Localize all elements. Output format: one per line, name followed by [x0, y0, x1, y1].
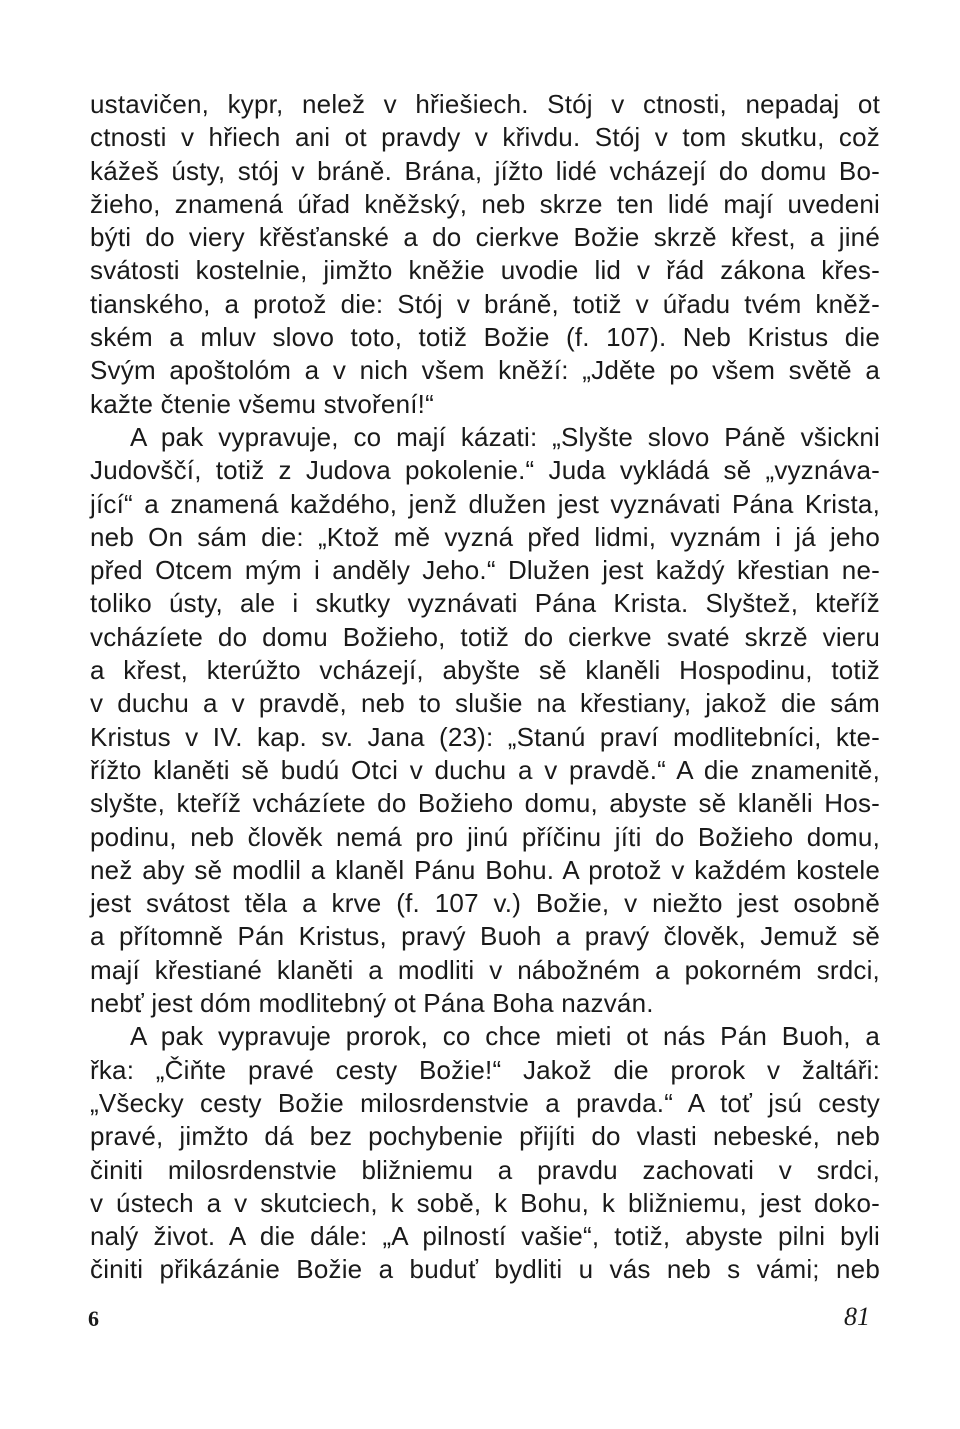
text-line: slyšte, kteříž vcházíete do Božieho domu, abyste sě klaněli Hos-: [90, 788, 880, 819]
text-line: „Všecky cesty Božie milosrdenstvie a pravda.“ A toť jsú cesty: [90, 1087, 880, 1118]
page-number: 81: [844, 1302, 870, 1331]
text-line: neb On sám die: „Ktož mě vyzná před lidmi, vyznám i já jeho: [90, 521, 880, 552]
text-line: kážeš ústy, stój v bráně. Brána, jížto lidé vcházejí do domu Bo-: [90, 155, 880, 186]
text-line: v duchu a v pravdě, neb to slušie na křestiany, jakož die sám: [90, 688, 880, 719]
page-body: [90, 88, 880, 1287]
text-line: ctnosti v hřiech ani ot pravdy v křivdu. Stój v tom skutku, což: [90, 122, 880, 153]
text-line: nalý život. A die dále: „A pilností vašie“, totiž, abyste pilni byli: [90, 1221, 880, 1252]
text-line: pravé, jimžto dá bez pochybenie přijíti do vlasti nebeské, neb: [90, 1121, 880, 1152]
text-line: Kristus v IV. kap. sv. Jana (23): „Stanú praví modlitebníci, kte-: [90, 721, 880, 752]
text-line: ském a mluv slovo toto, totiž Božie (f. 107). Neb Kristus die: [90, 322, 880, 353]
text-line: činiti milosrdenstvie bližniemu a pravdu zachovati v srdci,: [90, 1154, 880, 1185]
text-line: než aby sě modlil a klaněl Pánu Bohu. A protož v každém kostele: [90, 854, 880, 885]
text-line: kažte čtenie všemu stvoření!“: [90, 388, 434, 419]
text-line: svátosti kostelnie, jimžto kněžie uvodie lid v řád zákona křes-: [90, 255, 880, 286]
text-line: tianského, a protož die: Stój v bráně, totiž v úřadu tvém kněž-: [90, 288, 880, 319]
text-line: jest svátost těla a krve (f. 107 v.) Božie, v niežto jest osobně: [90, 888, 880, 919]
text-line: mají křestiané klaněti a modliti v nábožném a pokorném srdci,: [90, 954, 880, 985]
text-line: býti do viery křěsťanské a do cierkve Božie skrzě křest, a jiné: [90, 222, 880, 253]
text-line: v ústech a v skutciech, k sobě, k Bohu, k bližniemu, jest doko-: [90, 1187, 880, 1218]
text-line: ustavičen, kypr, nelež v hřiešiech. Stój v ctnosti, nepadaj ot: [90, 89, 880, 119]
signature-mark: 6: [88, 1306, 99, 1331]
text-line: činiti přikázánie Božie a buduť bydliti u vás neb s vámi; neb: [90, 1254, 880, 1285]
text-line: Svým apoštolóm a v nich všem kněží: „Jděte po všem světě a: [90, 355, 880, 386]
text-line: před Otcem mým i anděly Jeho.“ Dlužen jest každý křestian ne-: [90, 555, 880, 586]
text-line: Judovščí, totiž z Judova pokolenie.“ Juda vykládá sě „vyznáva-: [90, 455, 880, 486]
text-line: podinu, neb člověk nemá pro jinú příčinu jíti do Božieho domu,: [90, 821, 880, 852]
text-line: žieho, znamená úřad kněžský, neb skrze ten lidé mají uvedeni: [90, 188, 880, 219]
text-line: a přítomně Pán Kristus, pravý Buoh a pravý člověk, Jemuž sě: [90, 921, 880, 952]
text-line: řka: „Čiňte pravé cesty Božie!“ Jakož die prorok v žaltáři:: [90, 1054, 880, 1085]
text-line: a křest, kterúžto vcházejí, abyšte sě klaněli Hospodinu, totiž: [90, 655, 880, 686]
text-line: A pak vypravuje, co mají kázati: „Slyšte slovo Páně všickni: [130, 421, 880, 452]
text-line: jící“ a znamená každého, jenž dlužen jest vyznávati Pána Krista,: [90, 488, 880, 519]
text-line: řížto klaněti sě budú Otci v duchu a v pravdě.“ A die znamenitě,: [90, 754, 880, 785]
text-line: nebť jest dóm modlitebný ot Pána Boha nazván.: [90, 988, 654, 1019]
text-line: vcházíete do domu Božieho, totiž do cierkve svaté skrzě vieru: [90, 621, 880, 652]
text-line: A pak vypravuje prorok, co chce mieti ot nás Pán Buoh, a: [130, 1021, 880, 1052]
text-line: toliko ústy, ale i skutky vyznávati Pána Krista. Slyštež, kteříž: [90, 588, 880, 619]
